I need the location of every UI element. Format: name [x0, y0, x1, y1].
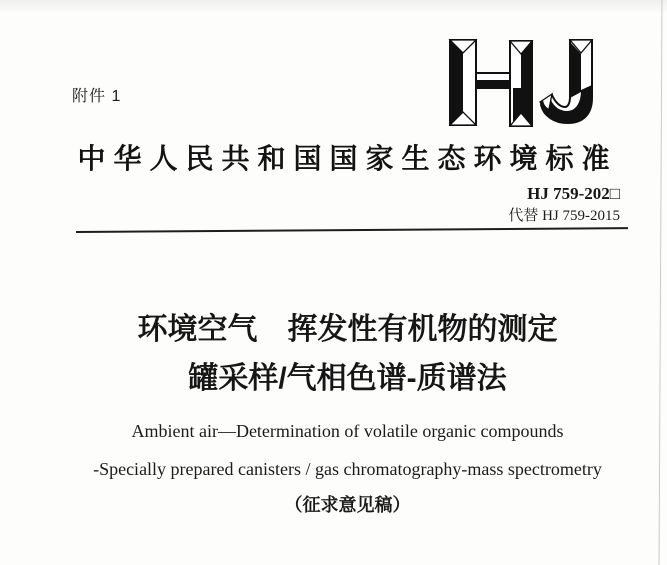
- title-chinese-line2: 罐采样/气相色谱-质谱法: [188, 362, 507, 395]
- hj-logo-graphic: [448, 30, 598, 130]
- standard-heading: 中华人民共和国国家生态环境标准: [77, 144, 618, 175]
- title-english-line1: Ambient air—Determination of volatile organic compounds: [131, 421, 564, 441]
- hj-logo: [448, 30, 598, 130]
- attachment-label: 附件 1: [72, 88, 122, 105]
- draft-note: （征求意见稿）: [284, 495, 411, 515]
- hj-logo-letter-h: [450, 40, 532, 126]
- header-rule: [76, 227, 628, 233]
- standard-number: HJ 759-202□: [527, 184, 620, 203]
- replaces-note: 代替 HJ 759-2015: [508, 208, 620, 224]
- hj-logo-letter-j: [540, 40, 592, 123]
- title-english-line2: -Specially prepared canisters / gas chromatography-mass spectrometry: [93, 459, 602, 479]
- title-chinese-line1: 环境空气 挥发性有机物的测定: [137, 313, 558, 346]
